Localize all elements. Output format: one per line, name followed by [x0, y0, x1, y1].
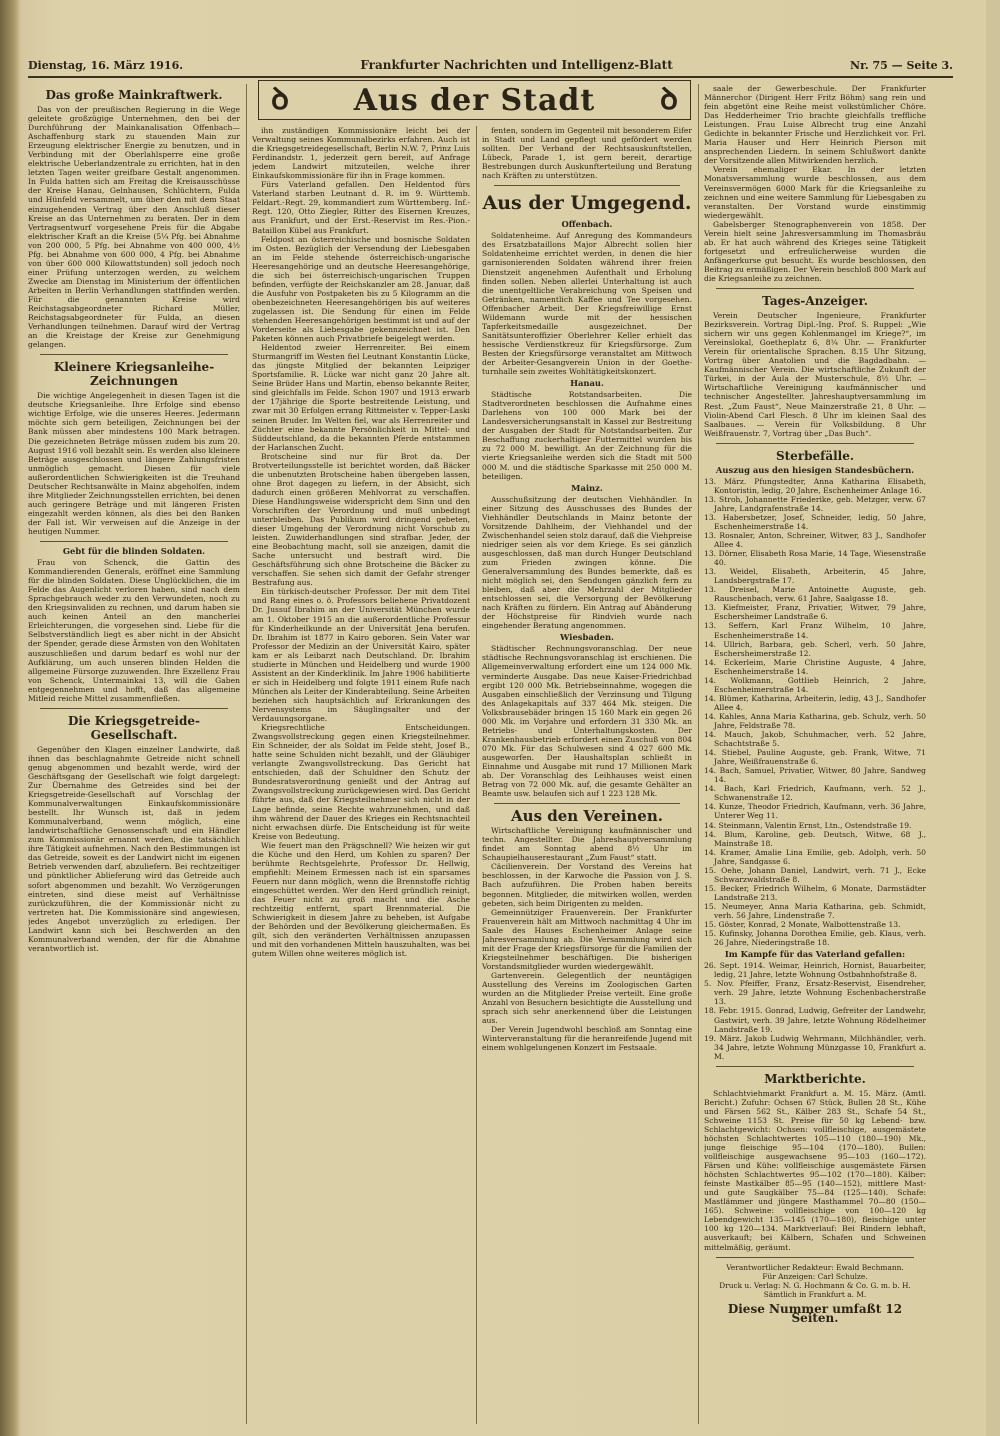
page-spine	[0, 0, 20, 1436]
article-text: Die wichtige Angelegenheit in diesen Tagen ist die deutsche Kriegsanleihe. Ihre Erfolge sind ebenso wichtige Erfolge, wie die unseres Heeres. Jedermann möchte sich gern beteiligen, Zeichnungen bei der Bank müssen aber mindestens 100 Mark betragen. Die gezeichneten Beträge müssen zudem bis zum 20. August 1916 voll bezahlt sein. Es werden also kleinere Beträge ausgeschlossen und längere Zahlungsfristen unmöglich gemacht. Diesen für viele außerordentlichen Schwierigkeiten ist die Treuhand Deutscher Rechtsanwälte in Mainz abgeholfen, indem ihre Mitglieder Zeichnungsstellen errichten, bei denen auch geringere Beträge und mit längeren Fristen eingezahlt werden können, als dies bei den Banken der Fall ist. Wir verweisen auf die Anzeige in der heutigen Nummer.	[28, 391, 240, 536]
section-title: Aus der Stadt	[353, 82, 596, 118]
article-text: Wie feuert man den Prägschnell? Wie heizen wir gut die Küche und den Herd, um Kohlen zu sparen? Der berühmte Rechtsgelehrte, Professor Dr. Hellwig, empfiehlt: Meinem Ermessen nach ist ein sparsames Feuern nur dann möglich, wenn die Brennstoffe richtig eingeschüttet werden. Wer den Herd gründlich reinigt, das Feuer nicht zu groß macht und die Asche rechtzeitig entfernt, spart Brennmaterial. Die Schwierigkeit in diesem Jahre zu beheben, ist Aufgabe der Behörden und der Bevölkerung gleichermaßen. Es gilt, sich den veränderten Verhältnissen anzupassen und mit den vorhandenen Mitteln hauszuhalten, was bei gutem Willen ohne weiteres möglich ist.	[252, 840, 470, 959]
section-headline: Aus den Vereinen.	[511, 807, 663, 826]
list-entry: 18. Febr. 1915. Gonrad, Ludwig, Gefreiter der Landwehr, Gastwirt, verh. 39 Jahre, letzte Wohnung Rödelheimer Landstraße 19.	[704, 1006, 926, 1034]
article-text: Gemeinnütziger Frauenverein. Der Frankfurter Frauenverein hält am Mittwoch nachmittag 4 Uhr im Saale des Hauses Eschenheimer Anlage seine Jahresversammlung ab. Die Versammlung wird sich mit der Frage der Kriegsfürsorge für die Familien der Kriegsteilnehmer beschäftigen. Die bisherigen Vorstandsmitglieder wurden wiedergewählt.	[482, 907, 692, 971]
imprint-editor: Verantwortlicher Redakteur: Ewald Bechmann.	[726, 1262, 904, 1272]
list-entry: 5. Nov. Pfeiffer, Franz, Ersatz-Reservist, Eisendreher, verh. 29 Jahre, letzte Wohnung Eschenbacherstraße 13.	[704, 979, 926, 1007]
article-text: Gegenüber den Klagen einzelner Landwirte, daß ihnen das beschlagnahmte Getreide nicht schnell genug abgenommen und bezahlt werde, wird der Geschäftsgang der Gesellschaft wie folgt dargelegt: Zur Übernahme des Getreides sind bei der Kriegsgetreide-Gesellschaft auf Vorschlag der Kommunalverwaltungen Einkaufskommissionäre bestellt. Ihr Wunsch ist, daß in jedem Kommunalverband, wenn möglich, eine landwirtschaftliche Genossenschaft und ein Händler zum Kommissionär ernannt werden, die tatsächlich ihre Tätigkeit aufnehmen. Nach den Bestimmungen ist das Getreide, soweit es der Landwirt nicht im eigenen Betrieb verwenden darf, abzuliefern. Bei rechtzeitiger und pünktlicher Ablieferung wird das Getreide auch sofort abgenommen und bezahlt. Wo Verzögerungen eintreten, sind diese meist auf Verhältnisse zurückzuführen, die der Kommissionär nicht zu vertreten hat. Die Kommissionäre sind angewiesen, jedes Angebot unverzüglich zu erledigen. Der Landwirt kann sich bei Beschwerden an den Kommunalverband wenden, der für die Abnahme verantwortlich ist.	[28, 744, 240, 953]
divider	[494, 803, 680, 804]
article-text: Schlachtviehmarkt Frankfurt a. M. 15. März. (Amtl. Bericht.) Zufuhr: Ochsen 67 Stück, Bullen 28 St., Kühe und Färsen 562 St., Kälber 283 St., Schafe 54 St., Schweine 1153 St. Preise für 50 kg Lebend- bzw. Schlachtgewicht: Ochsen: vollfleischige, ausgemästete höchsten Schlachtwertes 105—110 (180—190) Mk., junge fleischige 95—104 (170—180). Bullen: vollfleischige ausgewachsene 95—103 (160—172). Färsen und Kühe: vollfleischige ausgemästete Färsen höchsten Schlachtwertes 95—102 (170—180). Kälber: feinste Mastkälber 85—95 (140—152), mittlere Mast- und gute Saugkälber 75—84 (125—140). Schafe: Mastlämmer und jüngere Masthammel 70—80 (150—165). Schweine: vollfleischige von 100—120 kg Lebendgewicht 135—145 (170—180), fleischige unter 100 kg 120—134. Marktverlauf: Bei Rindern lebhaft, ausverkauft; bei Kälbern, Schafen und Schweinen mittelmäßig, geräumt.	[704, 1088, 926, 1252]
fallen-list	[704, 961, 926, 1061]
list-entry: 13. Habersbetzer, Josef, Schneider, ledig, 50 Jahre, Eschenheimerstraße 14.	[704, 512, 926, 531]
list-entry: 13. Kiefmeister, Franz, Privatier, Witwer, 79 Jahre, Eschersheimer Landstraße 6.	[704, 603, 926, 622]
article-text: Städtischer Rechnungsvoranschlag. Der neue städtische Rechnungsvoranschlag ist erschienen. Die Allgemeinverwaltung erfordert eine um 124 000 Mk. verminderte Ausgabe. Das neue Kaiser-Friedrichbad ergibt 120 000 Mk. Betriebseinnahme, wogegen die Ausgaben einschließlich der Verzinsung und Tilgung des Anlagekapitals auf 337 464 Mk. steigen. Die Volksbrausebäder bringen 15 160 Mark ein gegen 26 000 Mk. im Vorjahre und erfordern 31 330 Mk. an Betriebs- und Unterhaltungskosten. Der Krankenhausbetrieb erfordert einen Zuschuß von 804 070 Mk. Für das Schulwesen sind 4 027 600 Mk. ausgeworfen. Der Haushaltsplan schließt in Einnahme und Ausgabe mit rund 17 Millionen Mark ab. Der Voranschlag des Leihhauses weist einen Betrag von 72 000 Mk. auf, die gesamte Gehälter an Beamte usw. belaufen sich auf 1 223 128 Mk.	[482, 644, 692, 799]
divider	[716, 1066, 914, 1067]
article-text: Ein türkisch-deutscher Professor. Der mit dem Titel und Rang eines o. ö. Professors beliehene Privatdozent Dr. Jussuf Ibrahim an der Universität München wurde am 1. Oktober 1915 an die außerordentliche Professur für Kinderheilkunde an der Universität Jena berufen. Dr. Ibrahim ist 1877 in Kairo geboren. Sein Vater war Professor der Medizin an der Universität Kairo, später kam er als Leibarzt nach Deutschland. Dr. Ibrahim studierte in München und Heidelberg und wurde 1900 Assistent an der Kinderklinik. Im Jahre 1906 habilitierte er sich in Heidelberg und folgte 1911 einem Rufe nach München als Leiter der Kinderabteilung. Seine Arbeiten beziehen sich hauptsächlich auf Erkrankungen des Nervensystems im Säuglingsalter und der Verdauungsorgane.	[252, 587, 470, 724]
divider	[716, 1257, 914, 1258]
header-rule	[28, 76, 953, 78]
list-entry: 14. Mauch, Jakob, Schuhmacher, verh. 52 Jahre, Schachtstraße 5.	[704, 730, 926, 749]
article-text: saale der Gewerbeschule. Der Frankfurter Männerchor (Dirigent Herr Fritz Böhm) sang rein und fein abgetönt eine Reihe meist volkstümlicher Chöre. Das Hedderheimer Trio brachte gleichfalls treffliche Leistungen. Frau Luise Albrecht trug eine Anzahl Gedichte in bekannter Frische und Herzlichkeit vor. Frl. Maria Hauser und Herr Heinrich Pierson mit ansprechenden Liedern. In seinem Schlußwort dankte der Vorsitzende allen Mitwirkenden herzlich.	[704, 84, 926, 166]
list-entry: 14. Bach, Karl Friedrich, Kaufmann, verh. 52 J., Schwanenstraße 12.	[704, 784, 926, 803]
list-entry: 14. Blümer, Katharina, Arbeiterin, ledig, 43 J., Sandhofer Allee 4.	[704, 693, 926, 712]
column-divider	[698, 84, 699, 1424]
article-text: Frau von Schenck, die Gattin des Kommandierenden Generals, eröffnet eine Sammlung für die blinden Soldaten. Diese Unglücklichen, die im Felde das Augenlicht verloren haben, sind nach dem Sprachgebrauch weder zu den Verwundeten, noch zu den Kriegsinvaliden zu rechnen, und darum haben sie auch keinen Anteil an den mancherlei Erleichterungen, die vorgesehen sind. Liebe für die Selbstverständlich liegt es aber nicht in der Absicht der Spender, gerade diese Ärmsten von den Wohltaten auszuschließen und darum bedarf es wohl nur der Aufklärung, um auch unseren blinden Helden die allgemeine Fürsorge zuzuwenden. Ihre Exzellenz Frau von Schenck, Untermainkai 13, will die Gaben entgegennehmen und hofft, daß das allgemeine Mitleid reiche Mittel zusammenfließen.	[28, 558, 240, 703]
section-headline: Marktberichte.	[764, 1071, 866, 1086]
list-entry: 15. Oehe, Johann Daniel, Landwirt, verh. 71 J., Ecke Schwarzwaldstraße 8.	[704, 865, 926, 884]
subheadline: Gebt für die blinden Soldaten.	[62, 546, 206, 557]
section-headline: Aus der Umgegend.	[482, 192, 692, 215]
list-entry: 26. Sept. 1914. Weimar, Heinrich, Hornist, Bauarbeiter, ledig, 21 Jahre, letzte Wohnung Ostbahnhofstraße 8.	[704, 961, 926, 980]
article-text: Der Verein Jugendwohl beschloß am Sonntag eine Winterveranstaltung für die heranreifende Jugend mit einem wohlgelungenen Konzert im Festsaale.	[482, 1025, 692, 1053]
article-text: Fürs Vaterland gefallen. Den Heldentod fürs Vaterland starben Leutnant d. R. im 9. Württemb. Feldart.-Regt. 29, kommandiert zum Württemberg. Inf.-Regt. 120, Otto Ziegler, Ritter des Eisernen Kreuzes, aus Frankfurt, und der Erst.-Reservist im Res.-Pion.-Bataillon Kübel aus Frankfurt.	[252, 180, 470, 235]
deaths-list	[704, 477, 926, 947]
divider	[716, 443, 914, 444]
list-entry: 13. Rosnaler, Anton, Schreiner, Witwer, 83 J., Sandhofer Allee 4.	[704, 531, 926, 550]
list-entry: 15. Becker, Friedrich Wilhelm, 6 Monate, Darmstädter Landstraße 213.	[704, 883, 926, 902]
divider	[494, 185, 680, 186]
section-headline: Sterbefälle.	[775, 448, 855, 463]
list-entry: 14. Stiebel, Pauline Auguste, geb. Frank, Witwe, 71 Jahre, Weißfrauenstraße 6.	[704, 748, 926, 767]
list-entry: 14. Kramer, Amalie Lina Emilie, geb. Adolph, verh. 50 Jahre, Sandgasse 6.	[704, 847, 926, 866]
article-text: Das von der preußischen Regierung in die Wege geleitete großzügige Unternehmen, den bei der Durchführung der Mainkanalisation Offenbach—Aschaffenburg stark zu stauenden Main zur Erzeugung elektrischer Energie zu benutzen, und in Verbindung mit der Oberlahlsperre eine große elektrische Ueberlandzentrale zu errichten, hat in den letzten Tagen weiter greifbare Gestalt angenommen. In Fulda hatten sich am Freitag die Kreisausschüsse der Kreise Hanau, Gelnhausen, Schlüchtern, Fulda und Hünfeld versammelt, um über den mit dem Staat einzugehenden Vertrag über den Anschluß dieser Kreise an das Unternehmen zu beraten. Der in dem Vertragsentwurf vorgesehene Preis für die Abgabe elektrischer Kraft an die Kreise (5¼ Pfg. bei Abnahme von 200 000, 5 Pfg. bei Abnahme von 400 000, 4½ Pfg. bei Abnahme von 600 000, 4 Pfg. bei Abnahme von über 600 000 Kilowattstunden) soll jedoch noch einer Prüfung unterzogen werden, zu welchem Zwecke am Dienstag im Ministerium der öffentlichen Arbeiten in Berlin Verhandlungen stattfinden werden. Für die genannten Kreise wird Reichstagsabgeordneter Richard Müller, Reichstagsabgeordneter für Fulda, an diesen Verhandlungen teilnehmen. Darauf wird der Vertrag an die Kreistage der Kreise zur Genehmigung gelangen.	[28, 105, 240, 350]
list-entry: 14. Bach, Samuel, Privatier, Witwer, 80 Jahre, Sandweg 14.	[704, 766, 926, 785]
article-text: Heldentod zweier Herrenreiter. Bei einem Sturmangriff im Westen fiel Leutnant Konstantin Lücke, das jüngste Mitglied der bekannten Leipziger Sportsfamilie. R. Lücke war nicht ganz 20 Jahre alt. Seine Brüder Hans und Martin, ebenso bekannte Reiter, sind gleichfalls im Felde. Schon 1907 und 1913 erwarb der 17jährige die Sporte bestreitende Leistung, und zwar mit 30 Erfolgen errang Rittmeister v. Tepper-Laski seinen Bruder. Im Welten fiel, war als Herrenreiter und Züchter eine bekannte Persönlichkeit in Mittel- und Süddeutschland, da die bekannten Pferde entstammen der Harlanschen Zucht.	[252, 343, 470, 452]
section-headline: Tages-Anzeiger.	[762, 294, 868, 309]
article-text: Städtische Rotstandsarbeiten. Die Stadtverordneten beschlossen die Aufnahme eines Darlehens von 100 000 Mark bei der Landesversicherungsanstalt in Kassel zur Bestreitung der Ausgaben der Stadt für Notstandsarbeiten. Zur Beschaffung zuckerhaltiger Futtermittel wurden bis zu 72 000 M. bewilligt. An der Zeichnung für die vierte Kriegsanleihe werden sich die Stadt mit 500 000 M. und die städtische Sparkasse mit 250 000 M. beteiligen.	[482, 390, 692, 481]
imprint-ads: Für Anzeigen: Carl Schulze.	[762, 1271, 868, 1281]
place-heading: Offenbach.	[561, 219, 613, 230]
article-text: Ausschußsitzung der deutschen Viehhändler. In einer Sitzung des Ausschusses des Bundes der Viehhändler Deutschlands in Mainz betonte der Vorsitzende Dahlheim, der Viehhandel und der Zwischenhandel seien stolz darauf, daß die Viehpreise niedriger seien als vor dem Kriege. Es sei gänzlich ausgeschlossen, daß man durch Hunger Deutschland zum Frieden zwingen könne. Die Generalversammlung des Bundes bemerkte, daß es nicht möglich sei, den Sendungen gänzlich fern zu bleiben, daß aber die Mehrzahl der Mitglieder entschlossen sei, die Versorgung der Bevölkerung nach Kräften zu fördern. Ein Antrag auf Abänderung der Höchstpreise für Rindvieh wurde nach eingehender Beratung angenommen.	[482, 494, 692, 631]
list-entry: 13. Weidel, Elisabeth, Arbeiterin, 45 Jahre, Landsbergstraße 17.	[704, 567, 926, 586]
list-entry: 14. Steinmann, Valentin Ernst, Ltn., Ostendstraße 19.	[704, 820, 912, 830]
article-text: fenten, sondern im Gegenteil mit besonderem Eifer in Stadt und Land gepflegt und gefördert werden sollten. Der Verband der Rechtsauskunftstellen, Lübeck, Parade 1, ist gern bereit, derartige Bestrebungen durch Auskunfterteilung und Beratung nach Kräften zu unterstützen.	[482, 126, 692, 181]
article-text: Gabelsberger Stenographenverein von 1858. Der Verein hielt seine Jahresversammlung im Thomasbräu ab. Er hat auch während des Krieges seine Tätigkeit fortgesetzt und erfreulicherweise wurden die Anfängerkurse gut besucht. Es wurde beschlossen, den Beitrag zu ermäßigen. Der Verein beschloß 800 Mark auf die Kriegsanleihe zu zeichnen.	[704, 219, 926, 283]
article-text: Soldatenheime. Auf Anregung des Kommandeurs des Ersatzbataillons Major Albrecht sollen hier Soldatenheime errichtet werden, in denen die hier garnisonierenden Soldaten während ihrer freien Dienstzeit angenehmen Aufenthalt und Erholung finden sollen. Neben allerlei Unterhaltung ist auch die unentgeltliche Verabreichung von Speisen und Getränken, namentlich Kaffee und Tee vorgesehen. Offenbacher Arbeit. Der Kriegsfreiwillige Ernst Wildemann wurde mit der hessischen Tapferkeitsmedaille ausgezeichnet. Der Sanitätsunteroffizier Oberlehrer Keller erhielt das hessische Verdienstkreuz für Kriegsfürsorge. Zum Besten der Kriegsfürsorge veranstaltet am Mittwoch der Arbeiter-Gesangverein Union in der Goethe-turnhalle sein zweites Wohltätigkeitskonzert.	[482, 231, 692, 377]
list-entry: 13. Stroh, Johannette Friederike, geb. Metzger, verw. 67 Jahre, Landgrafenstraße 14.	[704, 494, 926, 513]
header-date: Dienstag, 16. März 1916.	[28, 58, 184, 72]
article-text: Verein ehemaliger Ekar. In der letzten Monatsversammlung wurde beschlossen, aus dem Vereinsvermögen 6000 Mark für die Kriegsanleihe zu zeichnen und eine weitere Sammlung für Liebesgaben zu veranstalten. Der Vorstand wurde einstimmig wiedergewählt.	[704, 165, 926, 220]
headline: Die Kriegsgetreide-Gesellschaft.	[68, 713, 200, 742]
header-paper-title: Frankfurter Nachrichten und Intelligenz-Blatt	[360, 58, 673, 72]
article-text: Verein Deutscher Ingenieure, Frankfurter Bezirksverein. Vortrag Dipl.-Ing. Prof. S. Ruppel: „Wie sichern wir uns gegen Kohlenmangel im Kriege?“, im Vereinslokal, Goetheplatz 6, 8¼ Uhr. — Frankfurter Verein für orientalische Sprachen. 8.15 Uhr Sitzung, Vortrag über Anatolien und die Bagdadbahn. — Kaufmännischer Verein. Die wirtschaftliche Zukunft der Türkei, in der Aula der Musterschule, 8½ Uhr. — Wirtschaftliche Vereinigung kaufmännischer und technischer Angestellter. Jahreshauptversammlung im Rest. „Zum Faust“, Neue Mainzerstraße 21, 8 Uhr. — Violin-Abend Carl Flesch. 8 Uhr im kleinen Saal des Saalbaues. — Verein für Volksbildung. 8 Uhr Weißfrauenstr. 7, Vortrag über „Das Buch“.	[704, 311, 926, 438]
list-entry: 15. Kufinsky, Johanna Dorothea Emilie, geb. Klaus, verh. 26 Jahre, Niederingstraße 18.	[704, 929, 926, 948]
headline: Das große Mainkraftwerk.	[45, 88, 223, 102]
place-heading: Wiesbaden.	[560, 632, 614, 643]
list-entry: 15. Göster, Konrad, 2 Monate, Walbottenstraße 13.	[704, 920, 901, 930]
article-text: Kriegsrechtliche Entscheidungen. Zwangsvollstreckung gegen einen Kriegsteilnehmer. Ein Schneider, der als Soldat im Felde steht, Josef B., hatte seine Schulden nicht bezahlt, und der Gläubiger verlangte Zwangsvollstreckung. Das Gericht hat entschieden, daß der Schuldner den Schutz der Bundesratsverordnung genießt und der Antrag auf Zwangsvollstreckung zurückgewiesen wird. Das Gericht führte aus, daß der Kriegsteilnehmer sich nicht in der Lage befinde, seine Rechte wahrzunehmen, und daß ihm während der Dauer des Krieges ein Rechtsnachteil nicht erwachsen dürfe. Die Entscheidung ist für weite Kreise von Bedeutung.	[252, 723, 470, 841]
page-header	[28, 56, 953, 74]
article-text: Wirtschaftliche Vereinigung kaufmännischer und techn. Angestellter. Die Jahreshauptversammlung findet am Sonntag abend 8½ Uhr im Schaupielhauserestaurant „Zum Faust“ statt.	[482, 826, 692, 863]
column-2	[252, 126, 470, 1424]
place-heading: Hanau.	[570, 378, 604, 389]
list-entry: 14. Kahles, Anna Maria Katharina, geb. Schulz, verh. 50 Jahre, Feldstraße 78.	[704, 711, 926, 730]
list-entry: 14. Ullrich, Barbara, geb. Scherl, verh. 50 Jahre, Eschersheimerstraße 12.	[704, 639, 926, 658]
header-issue: Nr. 75 — Seite 3.	[850, 58, 953, 72]
list-entry: 13. Dreisel, Marie Antoinette Auguste, geb. Rauschenbach, verw. 61 Jahre, Saalgasse 18.	[704, 585, 926, 604]
divider	[716, 288, 914, 289]
list-entry: 13. Dörner, Elisabeth Rosa Marie, 14 Tage, Wiesenstraße 40.	[704, 549, 926, 568]
section-masthead	[258, 80, 691, 120]
article-text: Feldpost an österreichische und bosnische Soldaten im Osten. Bezüglich der Versendung der Liebesgaben an im Felde stehende österreichisch-ungarische Heeresangehörige und an deutsche Heeresangehörige, die sich bei österreichisch-ungarischen Truppen befinden, verfügte der Reichskanzler am 28. Januar, daß die Ausfuhr von Postpaketen bis zu 5 Kilogramm an die obenbezeichneten Heeresangehörigen bis auf weiteres zugelassen ist. Die Sendung für einen im Felde stehenden Heeresangehörigen bestimmt ist und auf der Vorderseite als Liebesgabe gekennzeichnet ist. Den Paketen können auch Privatbriefe beigelegt werden.	[252, 234, 470, 344]
column-3	[482, 126, 692, 1424]
column-4	[704, 84, 926, 1430]
divider	[40, 541, 228, 542]
list-entry: 15. Neumeyer, Anna Maria Katharina, geb. Schmidt, verh. 56 Jahre, Lindenstraße 7.	[704, 901, 926, 920]
article-text: Cäcilienverein. Der Vorstand des Vereins hat beschlossen, in der Karwoche die Passion von J. S. Bach aufzuführen. Die Proben haben bereits begonnen. Mitglieder, die mitwirken wollen, werden gebeten, sich beim Dirigenten zu melden.	[482, 862, 692, 908]
column-divider	[476, 126, 477, 1424]
list-entry: 13. März. Pfungstedter, Anna Katharina Elisabeth, Kontoristin, ledig, 20 Jahre, Eschenheimer Anlage 16.	[704, 476, 926, 495]
article-text: ihn zuständigen Kommissionäre leicht bei der Verwaltung seines Kommunalbezirks erfahren. Auch ist die Kriegsgetreidegesellschaft, Berlin N.W. 7, Prinz Luis Ferdinandstr. 1, jederzeit gern bereit, auf Anfrage jedem Landwirt mitzuteilen, welche ihrer Einkaufskommissionäre für ihn in Frage kommen.	[252, 126, 470, 181]
headline: Kleinere Kriegsanleihe-Zeichnungen	[53, 360, 215, 389]
list-entry: 13. Seffern, Karl Franz Wilhelm, 10 Jahre, Eschenheimerstraße 14.	[704, 621, 926, 640]
place-heading: Mainz.	[571, 482, 603, 493]
article-text: Brotscheine sind nur für Brot da. Der Brotverteilungsstelle ist berichtet worden, daß Bäcker die unbenutzten Brotscheine haben übergeben lassen, ohne Brot dagegen zu liefern, in der Absicht, sich dadurch einen größeren Mehlvorrat zu verschaffen. Diese Handlungsweise widerspricht dem Sinn und den Vorschriften der Verordnung und muß unbedingt unterbleiben. Das Publikum wird dringend gebeten, dieser Umgehung der Verordnung nicht Vorschub zu leisten. Zuwiderhandlungen sind strafbar. Jeder, der eine Beobachtung macht, soll sie anzeigen, damit die Sache untersucht und bestraft wird. Die Geschäftsführung sich ohne Brotscheine die Bäcker zu verschaffen. Sie sehen sich damit der Gefahr strenger Bestrafung aus.	[252, 451, 470, 588]
imprint-publisher: Druck u. Verlag: N. G. Hochmann & Co. G. m. b. H. Sämtlich in Frankfurt a. M.	[719, 1280, 911, 1299]
list-entry: 14. Wolkmann, Gottlieb Heinrich, 2 Jahre, Eschenheimerstraße 14.	[704, 675, 926, 694]
subheadline: Im Kampfe für das Vaterland gefallen:	[724, 949, 906, 960]
ornament-right: ꝺ	[660, 82, 678, 117]
column-1	[28, 84, 240, 1424]
article-text: Gartenverein. Gelegentlich der neuntägigen Ausstellung des Vereins im Zoologischen Garten wurden an die Mitglieder Preise verteilt. Eine große Anzahl von Besuchern besichtigte die Ausstellung und sprach sich sehr anerkennend über die Leistungen aus.	[482, 970, 692, 1026]
subheadline: Auszug aus den hiesigen Standesbüchern.	[715, 464, 915, 475]
list-entry: 19. März. Jakob Ludwig Wehrmann, Milchhändler, verh. 34 Jahre, letzte Wohnung Münzgasse 10, Frankfurt a. M.	[704, 1033, 926, 1061]
column-divider	[246, 84, 247, 1424]
ornament-left: ꝺ	[271, 82, 289, 117]
page-count-note: Diese Nummer umfaßt 12 Seiten.	[727, 1301, 903, 1325]
list-entry: 14. Eckerleim, Marie Christine Auguste, 4 Jahre, Eschenheimerstraße 14.	[704, 657, 926, 676]
list-entry: 14. Kunze, Theodor Friedrich, Kaufmann, verh. 36 Jahre, Unterer Weg 11.	[704, 802, 926, 821]
divider	[40, 708, 228, 709]
list-entry: 14. Blum, Karoline, geb. Deutsch, Witwe, 68 J., Mainstraße 18.	[704, 829, 926, 848]
divider	[40, 354, 228, 355]
